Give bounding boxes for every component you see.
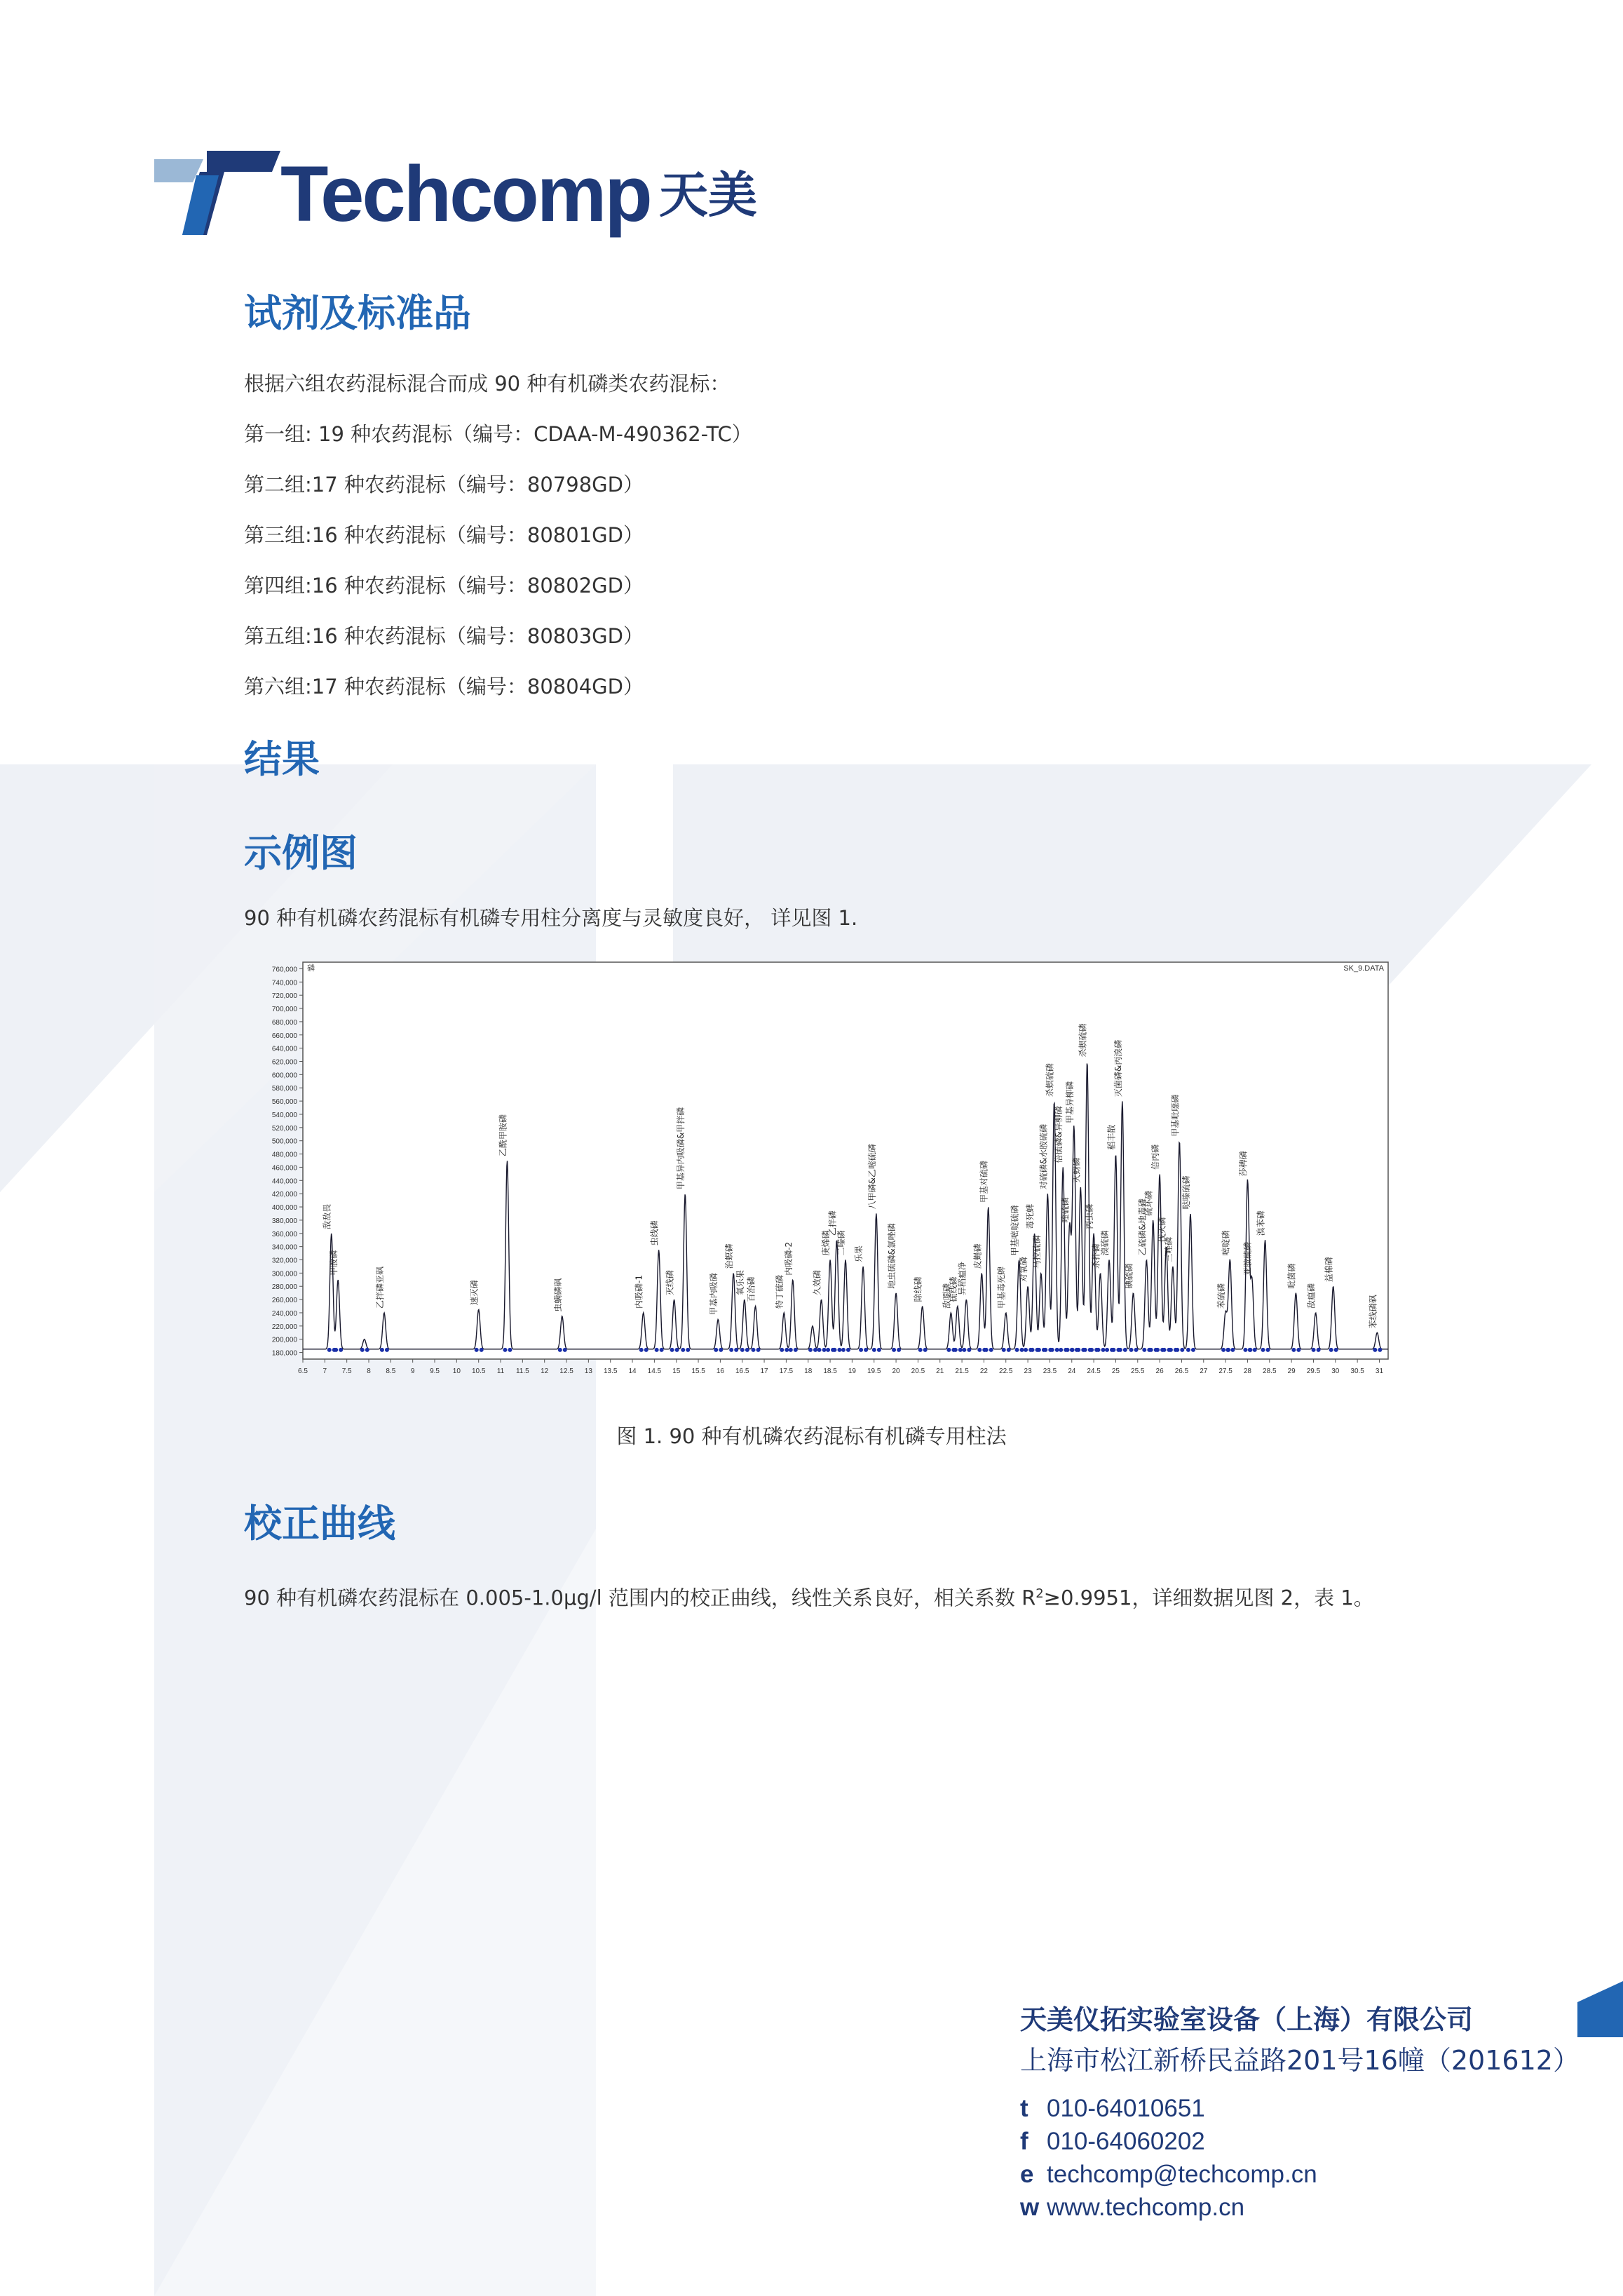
peak-start-marker (1248, 1348, 1252, 1352)
x-tick-label: 27.5 (1218, 1368, 1232, 1375)
email-key: e (1020, 2161, 1034, 2188)
peak-end-marker (1230, 1348, 1235, 1352)
y-tick-label: 760,000 (271, 966, 297, 974)
y-tick-label: 380,000 (271, 1217, 297, 1225)
section-title-reagents: 试剂及标准品 (244, 291, 471, 335)
x-tick-label: 21.5 (955, 1368, 969, 1375)
x-tick-label: 12 (541, 1368, 549, 1375)
peak-label: 速灭磷 (469, 1280, 480, 1306)
peak-label: 灭蚜磷 (1071, 1157, 1082, 1183)
x-tick-label: 18 (804, 1368, 813, 1375)
x-tick-label: 25 (1111, 1368, 1120, 1375)
x-tick-label: 26.5 (1174, 1368, 1189, 1375)
peak-end-marker (822, 1348, 827, 1352)
peak-end-marker (989, 1348, 993, 1352)
peak-end-marker (923, 1348, 928, 1352)
y-tick-label: 360,000 (271, 1230, 297, 1238)
peak-label: 乙酰甲胺磷 (498, 1114, 508, 1156)
peak-label: 杀扑磷 (1091, 1243, 1101, 1269)
x-tick-label: 27 (1200, 1368, 1208, 1375)
peak-end-marker (1180, 1348, 1184, 1352)
peak-end-marker (1134, 1348, 1139, 1352)
x-tick-label: 17 (760, 1368, 768, 1375)
peak-start-marker (1142, 1348, 1146, 1352)
peak-label: 久效磷 (812, 1270, 822, 1296)
peak-start-marker (360, 1348, 365, 1352)
peak-start-marker (1059, 1348, 1063, 1352)
peak-start-marker (1015, 1348, 1019, 1352)
peak-end-marker (1378, 1348, 1382, 1352)
tel-key: t (1020, 2095, 1028, 2122)
y-tick-label: 260,000 (271, 1297, 297, 1305)
peak-start-marker (558, 1348, 562, 1352)
peak-end-marker (1020, 1348, 1024, 1352)
peak-start-marker (740, 1348, 745, 1352)
peak-end-marker (846, 1348, 850, 1352)
peak-start-marker (1221, 1348, 1225, 1352)
reagents-line: 根据六组农药混标混合而成 90 种有机磷类农药混标： (244, 372, 731, 396)
peak-label: 敌噁磷 (942, 1283, 952, 1309)
peak-start-marker (780, 1348, 784, 1352)
peak-label: 倍硫磷&异柳磷 (1054, 1106, 1064, 1163)
peak-end-marker (1296, 1348, 1301, 1352)
peak-end-marker (1123, 1348, 1127, 1352)
y-tick-label: 280,000 (271, 1283, 297, 1292)
peak-start-marker (1002, 1348, 1006, 1352)
peak-start-marker (817, 1348, 822, 1352)
y-tick-label: 520,000 (271, 1124, 297, 1133)
x-tick-label: 21 (936, 1368, 944, 1375)
x-tick-label: 23 (1024, 1368, 1032, 1375)
peak-start-marker (334, 1348, 338, 1352)
peak-end-marker (967, 1348, 971, 1352)
web-key: w (1020, 2194, 1040, 2221)
peak-start-marker (1291, 1348, 1296, 1352)
chromatogram-chart (252, 954, 1402, 1382)
x-tick-label: 15.5 (691, 1368, 705, 1375)
peak-label: 内吸磷-1 (634, 1274, 644, 1309)
peak-label: 哒嗪硫磷 (1181, 1175, 1191, 1210)
peak-end-marker (480, 1348, 484, 1352)
peak-start-marker (380, 1348, 384, 1352)
x-tick-label: 16.5 (735, 1368, 749, 1375)
peak-label: 百治磷 (746, 1276, 756, 1302)
peak-end-marker (675, 1348, 679, 1352)
y-tick-label: 720,000 (271, 992, 297, 1001)
peak-label: 喹硫磷 (1060, 1197, 1071, 1223)
peak-label: 乙硫磷&地毒磷 (1137, 1198, 1148, 1256)
y-tick-label: 420,000 (271, 1191, 297, 1199)
x-tick-label: 7.5 (341, 1368, 352, 1375)
peak-start-marker (1243, 1348, 1247, 1352)
peak-label: 碘硫磷 (1124, 1263, 1134, 1289)
peak-start-marker (1111, 1348, 1115, 1352)
peak-start-marker (826, 1348, 830, 1352)
reagents-line: 第一组: 19 种农药混标（编号：CDAA-M-490362-TC） (244, 422, 752, 446)
x-tick-label: 29.5 (1306, 1368, 1321, 1375)
peak-start-marker (832, 1348, 836, 1352)
peak-start-marker (1037, 1348, 1041, 1352)
x-tick-label: 30.5 (1350, 1368, 1364, 1375)
peak-start-marker (1186, 1348, 1190, 1352)
peak-start-marker (1096, 1348, 1100, 1352)
peak-start-marker (977, 1348, 982, 1352)
y-tick-label: 240,000 (271, 1309, 297, 1318)
reagents-line: 第二组:17 种农药混标（编号：80798GD） (244, 473, 644, 497)
peak-end-marker (734, 1348, 738, 1352)
techcomp-logo-mark (154, 151, 280, 242)
x-tick-label: 16 (716, 1368, 724, 1375)
peak-end-marker (1007, 1348, 1011, 1352)
peak-end-marker (508, 1348, 512, 1352)
x-tick-label: 10 (452, 1368, 461, 1375)
web-link[interactable]: www.techcomp.cn (1047, 2194, 1245, 2221)
x-tick-label: 23.5 (1043, 1368, 1057, 1375)
peak-start-marker (1118, 1348, 1122, 1352)
peak-label: 虫线磷 (649, 1220, 660, 1246)
peak-start-marker (1162, 1348, 1167, 1352)
y-tick-label: 200,000 (271, 1336, 297, 1344)
peak-label: 庚烯磷 (821, 1230, 831, 1256)
peak-label: 甲基嘧啶硫磷 (1010, 1205, 1020, 1256)
x-tick-label: 22.5 (999, 1368, 1013, 1375)
x-tick-label: 14.5 (647, 1368, 662, 1375)
peak-end-marker (813, 1348, 817, 1352)
peak-label: 特丁硫磷 (775, 1274, 785, 1309)
peak-label: 异稻瘟净 (957, 1262, 967, 1296)
reagents-line: 第三组:16 种农药混标（编号：80801GD） (244, 523, 644, 547)
x-tick-label: 14 (628, 1368, 637, 1375)
peak-end-marker (785, 1348, 789, 1352)
peak-label: 甲基毒死蜱 (996, 1266, 1007, 1309)
fax-key: f (1020, 2128, 1028, 2155)
calibration-text-part: ≥0.9951，详细数据见图 2，表 1。 (1043, 1586, 1374, 1610)
peak-end-marker (644, 1348, 648, 1352)
y-tick-label: 560,000 (271, 1098, 297, 1107)
peak-label: 嘧啶磷 (1221, 1230, 1231, 1256)
peak-end-marker (365, 1348, 369, 1352)
peak-label: 乐果 (854, 1245, 864, 1262)
fax-value: 010-64060202 (1047, 2128, 1205, 2155)
peak-label: 伐灭磷 (1157, 1217, 1167, 1243)
peak-end-marker (837, 1348, 841, 1352)
section-title-calibration: 校正曲线 (244, 1501, 395, 1546)
email-link[interactable]: techcomp@techcomp.cn (1047, 2161, 1317, 2188)
peak-label: 二嗪磷 (836, 1230, 846, 1256)
y-tick-label: 680,000 (271, 1018, 297, 1027)
y-tick-label: 320,000 (271, 1257, 297, 1265)
peak-start-marker (1129, 1348, 1134, 1352)
peak-start-marker (1373, 1348, 1377, 1352)
peak-start-marker (859, 1348, 863, 1352)
peak-start-marker (1225, 1348, 1230, 1352)
x-tick-label: 19 (848, 1368, 856, 1375)
peak-label: 甲胺磷 (329, 1250, 339, 1276)
peak-label: 灭菌磷&丙溴磷 (1113, 1039, 1123, 1098)
peak-label: 甲基对硫磷 (979, 1161, 989, 1203)
peak-label: 地虫硫磷&氯唑磷 (887, 1223, 897, 1289)
peak-start-marker (1070, 1348, 1074, 1352)
peak-start-marker (808, 1348, 813, 1352)
section-title-results: 结果 (244, 737, 320, 781)
peak-start-marker (1024, 1348, 1028, 1352)
peak-end-marker (745, 1348, 749, 1352)
peak-label: 苯线磷砜 (1368, 1295, 1378, 1329)
peak-start-marker (1089, 1348, 1094, 1352)
x-tick-label: 28.5 (1263, 1368, 1277, 1375)
peak-end-marker (1191, 1348, 1195, 1352)
peak-label: 三唑磷 (1163, 1236, 1174, 1262)
peak-start-marker (946, 1348, 951, 1352)
peak-label: 对氧磷 (1019, 1257, 1029, 1283)
peak-label: 皮蝇磷 (972, 1243, 983, 1269)
peak-start-marker (1329, 1348, 1333, 1352)
peak-start-marker (752, 1348, 756, 1352)
logo-wordmark: Techcomp (280, 150, 651, 238)
x-tick-label: 11 (496, 1368, 505, 1375)
example-text: 90 种有机磷农药混标有机磷专用柱分离度与灵敏度良好， 详见图 1. (244, 906, 858, 930)
peak-end-marker (385, 1348, 389, 1352)
peak-start-marker (953, 1348, 958, 1352)
peak-end-marker (958, 1348, 963, 1352)
calibration-text (244, 1580, 1374, 1612)
footer-fax (1020, 2126, 1205, 2157)
peak-end-marker (1101, 1348, 1105, 1352)
peak-end-marker (339, 1348, 343, 1352)
peak-end-marker (1317, 1348, 1321, 1352)
y-tick-label: 700,000 (271, 1006, 297, 1014)
y-tick-label: 460,000 (271, 1164, 297, 1173)
x-tick-label: 22 (979, 1368, 988, 1375)
x-tick-label: 29 (1287, 1368, 1296, 1375)
y-tick-label: 740,000 (271, 979, 297, 987)
peak-start-marker (872, 1348, 876, 1352)
peak-start-marker (1312, 1348, 1316, 1352)
legend-right: SK_9.DATA (1343, 964, 1384, 973)
logo-cn-name: 天美 (659, 166, 757, 224)
peak-label: 溴硫磷 (1100, 1230, 1111, 1256)
peak-start-marker (962, 1348, 966, 1352)
x-tick-label: 20.5 (911, 1368, 925, 1375)
y-tick-label: 540,000 (271, 1111, 297, 1119)
peak-start-marker (1149, 1348, 1153, 1352)
x-tick-label: 24.5 (1087, 1368, 1101, 1375)
peak-label: 八甲磷&乙嘧硫磷 (867, 1144, 877, 1210)
peak-end-marker (877, 1348, 881, 1352)
peak-label: 对硫磷&水胺硫磷 (1038, 1123, 1049, 1190)
section-title-example: 示例图 (244, 831, 358, 875)
footer-web[interactable] (1020, 2192, 1244, 2223)
peak-label: 敌敌畏 (322, 1203, 332, 1229)
footer-tel (1020, 2093, 1205, 2124)
x-tick-label: 20 (892, 1368, 900, 1375)
peak-label: 灭线磷 (665, 1270, 675, 1296)
reagents-line: 第六组:17 种农药混标（编号：80804GD） (244, 675, 644, 698)
y-tick-label: 400,000 (271, 1204, 297, 1213)
x-tick-label: 31 (1375, 1368, 1384, 1375)
peak-label: 丙虫磷 (1085, 1203, 1095, 1229)
peak-start-marker (670, 1348, 674, 1352)
peak-start-marker (984, 1348, 989, 1352)
peak-start-marker (1076, 1348, 1080, 1352)
peak-start-marker (327, 1348, 332, 1352)
x-tick-label: 10.5 (471, 1368, 486, 1375)
x-tick-label: 24 (1068, 1368, 1076, 1375)
peak-start-marker (1261, 1348, 1265, 1352)
peak-label: 稻丰散 (1106, 1124, 1117, 1150)
peak-end-marker (719, 1348, 723, 1352)
peak-label: 内吸磷-2 (783, 1241, 794, 1276)
peak-label: 杀螟硫磷 (1045, 1063, 1055, 1098)
reagents-line: 第五组:16 种农药混标（编号：80803GD） (244, 624, 644, 648)
peak-start-marker (655, 1348, 659, 1352)
x-tick-label: 8 (367, 1368, 371, 1375)
peak-start-marker (1083, 1348, 1087, 1352)
x-tick-label: 11.5 (515, 1368, 529, 1375)
peak-label: 甲基内吸磷 (709, 1273, 719, 1316)
peak-end-marker (1266, 1348, 1270, 1352)
peak-end-marker (897, 1348, 901, 1352)
peak-label: 甲基异柳磷 (1064, 1081, 1075, 1123)
peak-start-marker (1066, 1348, 1070, 1352)
peak-label: 溴苯磷 (1256, 1210, 1266, 1236)
y-tick-label: 640,000 (271, 1045, 297, 1053)
y-tick-label: 180,000 (271, 1349, 297, 1358)
peak-start-marker (841, 1348, 846, 1352)
tel-value: 010-64010651 (1047, 2095, 1205, 2122)
x-tick-label: 19.5 (867, 1368, 881, 1375)
peak-end-marker (794, 1348, 798, 1352)
y-tick-label: 620,000 (271, 1058, 297, 1067)
peak-start-marker (1175, 1348, 1179, 1352)
x-tick-label: 8.5 (386, 1368, 396, 1375)
reagents-line: 第四组:16 种农药混标（编号：80802GD） (244, 574, 644, 597)
x-tick-label: 15 (672, 1368, 681, 1375)
peak-start-marker (1030, 1348, 1034, 1352)
peak-label: 苯硫磷 (1216, 1283, 1227, 1309)
x-tick-label: 30 (1331, 1368, 1340, 1375)
peak-label: 倍丙磷 (1150, 1144, 1161, 1170)
peak-end-marker (1253, 1348, 1257, 1352)
x-tick-label: 13.5 (603, 1368, 618, 1375)
footer-company: 天美仪拓实验室设备（上海）有限公司 (1020, 2004, 1474, 2035)
y-tick-label: 600,000 (271, 1072, 297, 1080)
peak-label: 虫螨磷砜 (552, 1278, 563, 1312)
peak-end-marker (1334, 1348, 1338, 1352)
y-tick-label: 440,000 (271, 1177, 297, 1186)
figure-caption: 图 1. 90 种有机磷农药混标有机磷专用柱法 (616, 1424, 1007, 1448)
peak-label: 毒死蜱 (1025, 1203, 1035, 1229)
peak-label: 吡菌磷 (1286, 1263, 1297, 1289)
x-tick-label: 25.5 (1131, 1368, 1145, 1375)
legend-left: 磷 (307, 964, 315, 973)
y-tick-label: 220,000 (271, 1323, 297, 1331)
peak-end-marker (864, 1348, 868, 1352)
y-tick-label: 300,000 (271, 1270, 297, 1278)
peak-start-marker (1155, 1348, 1160, 1352)
peak-start-marker (729, 1348, 733, 1352)
peak-label: 硫线磷 (948, 1276, 958, 1302)
x-tick-label: 6.5 (298, 1368, 308, 1375)
peak-start-marker (892, 1348, 896, 1352)
x-tick-label: 9.5 (430, 1368, 440, 1375)
peak-start-marker (1105, 1348, 1109, 1352)
x-tick-label: 13 (584, 1368, 592, 1375)
y-tick-label: 660,000 (271, 1032, 297, 1040)
y-tick-label: 480,000 (271, 1151, 297, 1159)
peak-start-marker (1169, 1348, 1173, 1352)
peak-label: 乙拌磷 (827, 1210, 838, 1236)
y-tick-label: 580,000 (271, 1085, 297, 1093)
peak-label: 除线磷 (913, 1276, 923, 1302)
peak-start-marker (681, 1348, 685, 1352)
peak-label: 氧乐果 (735, 1270, 745, 1296)
chromatogram-svg (252, 954, 1402, 1382)
x-tick-label: 9 (410, 1368, 415, 1375)
x-tick-label: 26 (1155, 1368, 1164, 1375)
peak-end-marker (1055, 1348, 1059, 1352)
peak-label: 马拉硫磷 (1031, 1235, 1042, 1269)
peak-label: 莎稗磷 (1238, 1151, 1249, 1177)
peak-label: 硫环磷 (1143, 1190, 1154, 1216)
peak-end-marker (563, 1348, 567, 1352)
footer-address: 上海市松江新桥民益路201号16幢（201612） (1020, 2045, 1580, 2076)
peak-start-marker (639, 1348, 644, 1352)
peak-start-marker (789, 1348, 793, 1352)
peak-label: 治螟磷 (724, 1243, 735, 1269)
x-tick-label: 28 (1243, 1368, 1252, 1375)
calibration-text-part: 90 种有机磷农药混标在 0.005-1.0μg/l 范围内的校正曲线，线性关系良好，相关系数 R (244, 1586, 1036, 1610)
peak-label: 乙拌磷亚砜 (374, 1266, 385, 1309)
x-tick-label: 12.5 (559, 1368, 573, 1375)
y-tick-label: 500,000 (271, 1137, 297, 1146)
peak-label: 益棉磷 (1324, 1257, 1334, 1283)
peak-label: 甲基吡噁磷 (1170, 1094, 1181, 1137)
peak-label: 敌瘟磷 (1306, 1283, 1317, 1309)
peak-label: 亚胺硫磷 (1242, 1241, 1253, 1276)
peak-start-marker (714, 1348, 718, 1352)
peak-label: 甲基异内吸磷&甲拌磷 (676, 1107, 686, 1190)
peak-start-marker (475, 1348, 479, 1352)
peak-end-marker (756, 1348, 761, 1352)
peak-end-marker (660, 1348, 664, 1352)
peak-end-marker (686, 1348, 690, 1352)
peak-start-marker (503, 1348, 507, 1352)
footer-email[interactable] (1020, 2159, 1317, 2190)
peak-label: 杀螟硫磷 (1078, 1023, 1088, 1058)
x-tick-label: 7 (322, 1368, 327, 1375)
r-squared-superscript: 2 (1035, 1586, 1044, 1601)
peak-start-marker (1050, 1348, 1054, 1352)
x-tick-label: 18.5 (823, 1368, 837, 1375)
peak-start-marker (1043, 1348, 1047, 1352)
brand-logo (154, 151, 757, 242)
y-tick-label: 340,000 (271, 1243, 297, 1252)
peak-start-marker (918, 1348, 923, 1352)
x-tick-label: 17.5 (779, 1368, 794, 1375)
